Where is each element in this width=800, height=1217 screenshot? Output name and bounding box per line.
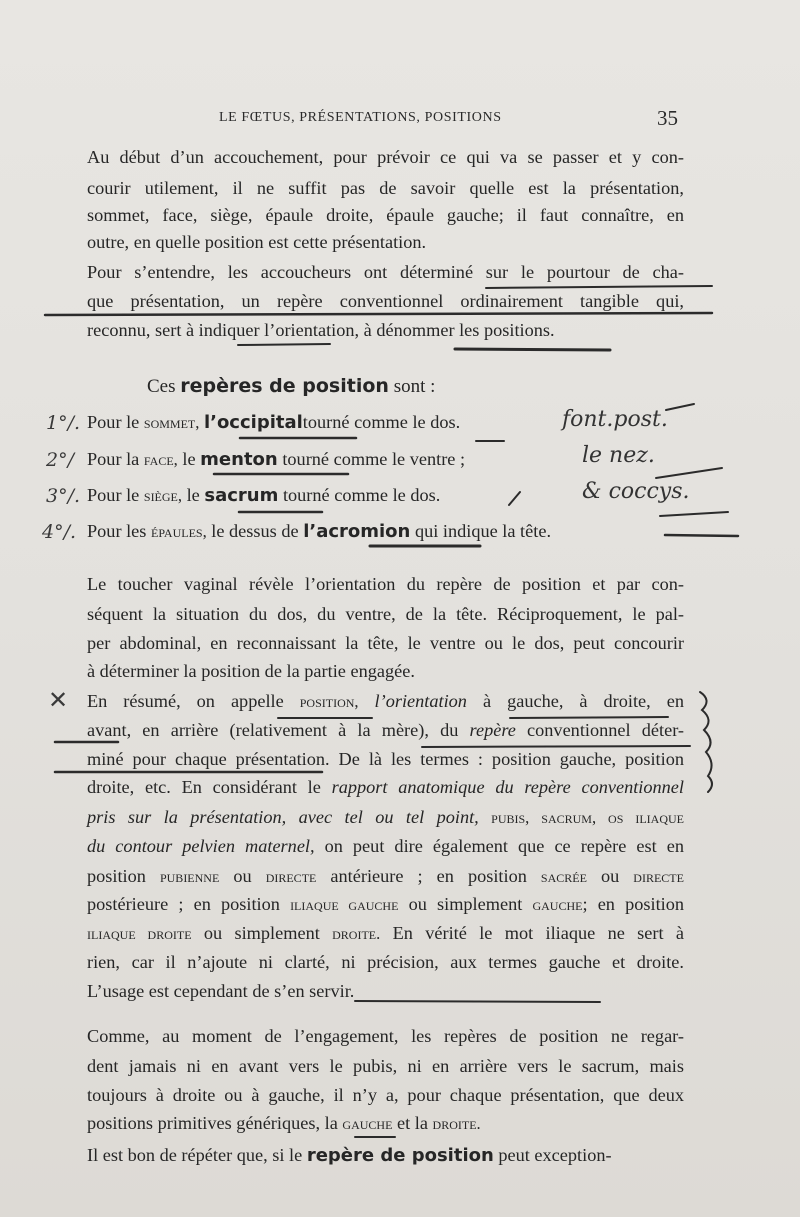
cross-mark-icon: ✕ [48, 686, 69, 714]
text-line: sommet, face, siège, épaule droite, épaule gauche; il faut connaître, en [87, 205, 684, 225]
text-line: En résumé, on appelle position, l’orientation à gauche, à droite, en [87, 691, 684, 711]
underline-mark [422, 746, 690, 747]
text-line: postérieure ; en position iliaque gauche ou simplement gauche; en position [87, 894, 685, 914]
text-line: que présentation, un repère conventionnel ordinairement tangible qui, [87, 291, 684, 311]
repere-item-siege: Pour le siège, le sacrum tourné comme le dos. [87, 485, 441, 506]
text-line: courir utilement, il ne suffit pas de savoir quelle est la présentation, [87, 178, 684, 198]
underline-mark [665, 535, 738, 536]
underline-mark [455, 349, 610, 350]
handwritten-number: 4°/. [42, 521, 77, 543]
margin-bracket [660, 512, 728, 516]
handwritten-note: & coccys. [582, 479, 690, 504]
text-line: du contour pelvien maternel, on peut dire également que ce repère est en [87, 836, 684, 856]
text-line: outre, en quelle position est cette présentation. [87, 232, 427, 252]
text-line: séquent la situation du dos, du ventre, de la tête. Réciproquement, le pal- [87, 604, 684, 624]
repere-item-epaules: Pour les épaules, le dessus de l’acromion qui indique la tête. [87, 521, 552, 542]
margin-bracket [656, 468, 722, 478]
repere-item-sommet: Pour le sommet, l’occipitaltourné comme le dos. [87, 412, 461, 433]
text-line: toujours à droite ou à gauche, il n’y a, pour chaque présentation, que deux [87, 1085, 684, 1105]
paragraph-repeat: Il est bon de répéter que, si le repère de position peut exception- [87, 1145, 612, 1166]
repere-item-face: Pour la face, le menton tourné comme le ventre ; [87, 449, 466, 470]
margin-bracket [666, 404, 694, 410]
reperes-intro: Ces repères de position sont : [147, 375, 436, 397]
handwritten-number: 1°/. [46, 412, 81, 434]
handwritten-note: font.post. [562, 407, 668, 432]
text-line: iliaque droite ou simplement droite. En vérité le mot iliaque ne sert à [87, 923, 684, 943]
text-line: miné pour chaque présentation. De là les termes : position gauche, position [87, 749, 684, 769]
text-line: dent jamais ni en avant vers le pubis, ni en arrière vers le sacrum, mais [87, 1056, 684, 1076]
text-line: position pubienne ou directe antérieure ; en position sacrée ou directe [87, 866, 684, 886]
handwritten-number: 2°/ [46, 449, 74, 471]
text-line: Le toucher vaginal révèle l’orientation du repère de position et par con- [87, 574, 684, 594]
text-line: rien, car il n’ajoute ni clarté, ni précision, aux termes gauche et droite. [87, 952, 684, 972]
underline-mark [45, 313, 712, 315]
running-head: LE FŒTUS, PRÉSENTATIONS, POSITIONS [219, 110, 502, 125]
underline-mark [510, 717, 668, 718]
text-line: positions primitives génériques, la gauche et la droite. [87, 1113, 481, 1133]
text-line: à déterminer la position de la partie engagée. [87, 661, 415, 681]
text-line: Comme, au moment de l’engagement, les repères de position ne regar- [87, 1026, 684, 1046]
text-line: L’usage est cependant de s’en servir. [87, 981, 355, 1001]
margin-bracket [509, 492, 520, 505]
handwritten-note: le nez. [582, 443, 655, 468]
text-line: reconnu, sert à indiquer l’orientation, à dénommer les positions. [87, 320, 555, 340]
text-line: droite, etc. En considérant le rapport anatomique du repère conventionnel [87, 777, 684, 797]
text-line: Pour s’entendre, les accoucheurs ont déterminé sur le pourtour de cha- [87, 262, 684, 282]
text-line: per abdominal, en reconnaissant la tête, le ventre ou le dos, peut concourir [87, 633, 684, 653]
underline-mark [486, 286, 712, 288]
underline-mark [355, 1001, 600, 1002]
text-line: Au début d’un accouchement, pour prévoir ce qui va se passer et y con- [87, 147, 684, 167]
margin-bracket [700, 692, 712, 792]
handwritten-number: 3°/. [46, 485, 81, 507]
page-number: 35 [657, 106, 678, 130]
text-line: avant, en arrière (relativement à la mère), du repère conventionnel déter- [87, 720, 684, 740]
underline-mark [238, 344, 330, 345]
text-line: pris sur la présentation, avec tel ou tel point, pubis, sacrum, os iliaque [87, 807, 685, 827]
